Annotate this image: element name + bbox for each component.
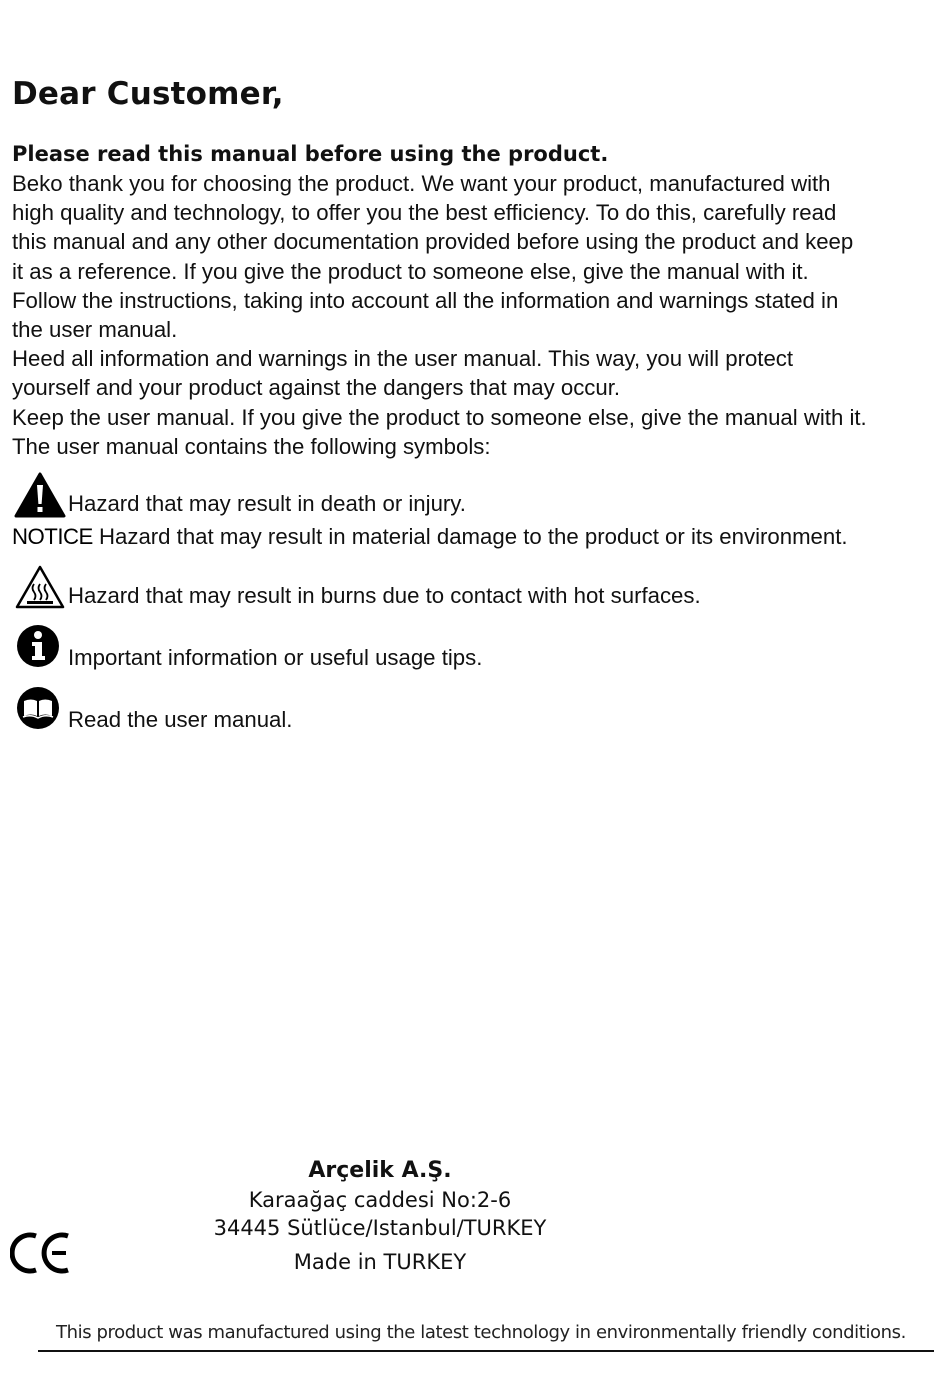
ce-mark-icon: [10, 1230, 74, 1281]
symbol-hazard-text: Hazard that may result in death or injury.: [68, 491, 466, 516]
intro-heading: Please read this manual before using the product.: [12, 142, 609, 166]
intro-line: high quality and technology, to offer you the best efficiency. To do this, carefully read: [12, 200, 837, 226]
notice-text: Hazard that may result in material damage to the product or its environment.: [92, 524, 848, 549]
symbol-hot-surface: [12, 558, 701, 610]
manufacturer-block: [200, 1156, 560, 1276]
made-in-label: Made in TURKEY: [293, 1250, 467, 1274]
book-icon: [12, 682, 66, 734]
company-address-line-1: Karaağaç caddesi No:2-6: [248, 1188, 512, 1212]
symbol-info: [12, 620, 482, 672]
notice-keyword: NOTICE: [12, 524, 93, 549]
symbol-hot-text: Hazard that may result in burns due to contact with hot surfaces.: [68, 583, 701, 608]
intro-line: Keep the user manual. If you give the product to someone else, give the manual with it.: [12, 404, 867, 430]
symbol-hazard: [12, 466, 466, 518]
company-name: Arçelik A.Ş.: [308, 1158, 452, 1183]
intro-line: yourself and your product against the dangers that may occur.: [12, 375, 621, 401]
footer-note: This product was manufactured using the latest technology in environmentally friendly conditions.: [56, 1322, 906, 1343]
hot-surface-icon: [12, 558, 66, 610]
info-icon: [12, 620, 66, 672]
greeting-heading: Dear Customer,: [12, 76, 284, 112]
symbol-notice: [12, 522, 848, 551]
intro-line: it as a reference. If you give the product to someone else, give the manual with it.: [12, 258, 809, 284]
footer-divider: [38, 1350, 934, 1352]
symbol-manual-text: Read the user manual.: [68, 707, 293, 732]
intro-line: Heed all information and warnings in the user manual. This way, you will protect: [12, 346, 794, 372]
symbol-manual: [12, 682, 292, 734]
intro-line: Follow the instructions, taking into account all the information and warnings stated in: [12, 287, 839, 313]
company-address-line-2: 34445 Sütlüce/Istanbul/TURKEY: [213, 1216, 547, 1240]
intro-line: The user manual contains the following symbols:: [12, 433, 491, 459]
symbol-info-text: Important information or useful usage tips.: [68, 645, 483, 670]
intro-line: the user manual.: [12, 317, 178, 343]
intro-line: this manual and any other documentation provided before using the product and keep: [12, 229, 854, 255]
intro-line: Beko thank you for choosing the product. We want your product, manufactured with: [12, 171, 831, 196]
intro-section: [12, 140, 942, 461]
warning-triangle-icon: [12, 466, 66, 518]
